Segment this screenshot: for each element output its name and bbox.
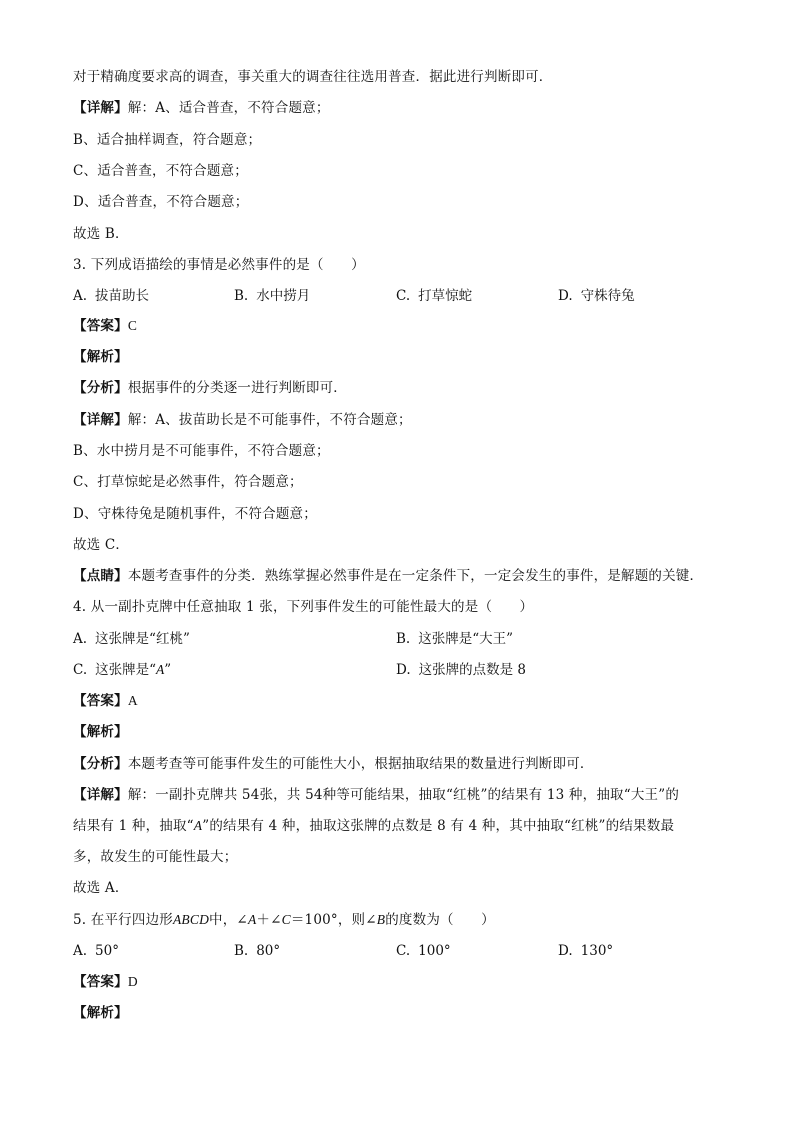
text: 中，∠ bbox=[209, 912, 248, 928]
q4-detail-line bbox=[73, 848, 237, 866]
option-text: 100° bbox=[418, 943, 451, 959]
answer-tag: 【答案】 bbox=[73, 318, 128, 334]
math-variable: B bbox=[376, 912, 386, 927]
option-label: C. bbox=[396, 943, 411, 959]
question-4-stem bbox=[73, 598, 533, 616]
option-label: C. bbox=[73, 662, 88, 678]
option-text: 这张牌的点数是 8 bbox=[418, 662, 527, 678]
option-text: 水中捞月 bbox=[256, 288, 311, 304]
fenxi-tag: 【分析】 bbox=[73, 380, 128, 396]
option-text: 这张牌是“红桃” bbox=[95, 631, 190, 647]
option-label: C. bbox=[396, 288, 411, 304]
q3-dianjing bbox=[73, 567, 703, 585]
q3-answer bbox=[73, 317, 137, 335]
option-text: 80° bbox=[256, 943, 281, 959]
analysis-tag: 【解析】 bbox=[73, 1005, 128, 1021]
text: 本题考查等可能事件发生的可能性大小，根据抽取结果的数量进行判断即可． bbox=[127, 756, 594, 772]
q5-analysis-heading bbox=[73, 1004, 128, 1022]
paragraph-line bbox=[73, 162, 248, 180]
q3-detail-line bbox=[73, 536, 129, 554]
option-label: D. bbox=[558, 288, 573, 304]
option-label: B. bbox=[234, 943, 249, 959]
text: C、打草惊蛇是必然事件，符合题意； bbox=[73, 474, 303, 490]
option-text: ” bbox=[164, 662, 172, 678]
q4-option-c bbox=[73, 661, 171, 679]
math-variable: A bbox=[193, 818, 203, 833]
option-label: A. bbox=[73, 943, 88, 959]
q5-option-a bbox=[73, 942, 119, 960]
q4-option-b bbox=[396, 630, 513, 648]
paragraph-line bbox=[73, 193, 248, 211]
text: B、适合抽样调查，符合题意； bbox=[73, 132, 262, 148]
text: 解：A、适合普查，不符合题意； bbox=[127, 100, 330, 116]
q4-option-a bbox=[73, 630, 190, 648]
q3-option-b bbox=[234, 287, 310, 305]
math-variable: A bbox=[156, 662, 165, 677]
paragraph-line bbox=[73, 131, 261, 149]
text: ＋∠ bbox=[256, 912, 282, 928]
fenxi-tag: 【分析】 bbox=[73, 756, 128, 772]
option-label: B. bbox=[396, 631, 411, 647]
q3-option-a bbox=[73, 287, 149, 305]
text: 故选 A． bbox=[73, 880, 129, 896]
dianjing-tag: 【点睛】 bbox=[73, 568, 128, 584]
q4-detail bbox=[73, 786, 679, 804]
text: 根据事件的分类逐一进行判断即可． bbox=[127, 380, 348, 396]
text: 的度数为（ ） bbox=[385, 912, 495, 928]
option-label: A. bbox=[73, 631, 88, 647]
q3-detail-line bbox=[73, 473, 303, 491]
paragraph-line bbox=[73, 68, 553, 86]
text: 解：A、拔苗助长是不可能事件，不符合题意； bbox=[127, 412, 412, 428]
detail-tag: 【详解】 bbox=[73, 412, 128, 428]
q3-detail-line bbox=[73, 442, 330, 460]
answer-value: A bbox=[127, 693, 138, 708]
paragraph-line bbox=[73, 225, 129, 243]
text: D、适合普查，不符合题意； bbox=[73, 194, 249, 210]
option-text: 50° bbox=[95, 943, 119, 959]
q4-option-d bbox=[396, 661, 526, 679]
question-3-stem bbox=[73, 256, 365, 274]
answer-tag: 【答案】 bbox=[73, 974, 128, 990]
text: ”的结果有 4 种，抽取这张牌的点数是 8 有 4 种，其中抽取“红桃”的结果数最 bbox=[202, 818, 675, 834]
text: B、水中捞月是不可能事件，不符合题意； bbox=[73, 443, 330, 459]
option-label: B. bbox=[234, 288, 249, 304]
text: 结果有 1 种，抽取“ bbox=[73, 818, 194, 834]
q3-option-c bbox=[396, 287, 472, 305]
q4-fenxi bbox=[73, 755, 594, 773]
text: 对于精确度要求高的调查，事关重大的调查往往选用普查．据此进行判断即可． bbox=[73, 69, 553, 85]
option-text: 守株待兔 bbox=[580, 288, 635, 304]
q4-analysis-heading bbox=[73, 723, 128, 741]
math-variable: C bbox=[281, 912, 291, 927]
q3-analysis-heading bbox=[73, 348, 128, 366]
q4-answer bbox=[73, 692, 138, 710]
text: 4. 从一副扑克牌中任意抽取 1 张，下列事件发生的可能性最大的是（ ） bbox=[73, 599, 534, 615]
text: C、适合普查，不符合题意； bbox=[73, 163, 248, 179]
analysis-tag: 【解析】 bbox=[73, 349, 128, 365]
q5-option-d bbox=[558, 942, 613, 960]
answer-value: C bbox=[127, 318, 138, 333]
detail-tag: 【详解】 bbox=[73, 787, 128, 803]
text: 故选 C． bbox=[73, 537, 130, 553]
option-text: 130° bbox=[580, 943, 614, 959]
question-5-stem bbox=[73, 911, 495, 929]
text: 3. 下列成语描绘的事情是必然事件的是（ ） bbox=[73, 257, 365, 273]
option-label: A. bbox=[73, 288, 88, 304]
option-text: 这张牌是“ bbox=[95, 662, 157, 678]
detail-line bbox=[73, 99, 330, 117]
math-variable: ABCD bbox=[172, 912, 210, 927]
answer-tag: 【答案】 bbox=[73, 693, 128, 709]
text: ＝100°，则∠ bbox=[290, 912, 377, 928]
q5-option-b bbox=[234, 942, 280, 960]
q4-detail-line bbox=[73, 879, 129, 897]
math-variable: A bbox=[247, 912, 257, 927]
option-text: 拔苗助长 bbox=[95, 288, 150, 304]
text: 多，故发生的可能性最大； bbox=[73, 849, 238, 865]
text: 解：一副扑克牌共 54张，共 54种等可能结果，抽取“红桃”的结果有 13 种，抽取“大王”的 bbox=[127, 787, 680, 803]
q5-answer bbox=[73, 973, 138, 991]
option-text: 打草惊蛇 bbox=[418, 288, 473, 304]
detail-tag: 【详解】 bbox=[73, 100, 128, 116]
q3-fenxi bbox=[73, 379, 347, 397]
option-text: 这张牌是“大王” bbox=[418, 631, 514, 647]
analysis-tag: 【解析】 bbox=[73, 724, 128, 740]
text: 5. 在平行四边形 bbox=[73, 912, 173, 928]
text: D、守株待兔是随机事件，不符合题意； bbox=[73, 506, 317, 522]
q4-detail-line bbox=[73, 817, 674, 835]
q3-detail bbox=[73, 411, 412, 429]
text: 故选 B． bbox=[73, 226, 129, 242]
option-label: D. bbox=[396, 662, 411, 678]
q3-detail-line bbox=[73, 505, 317, 523]
text: 本题考查事件的分类．熟练掌握必然事件是在一定条件下，一定会发生的事件，是解题的关键． bbox=[127, 568, 704, 584]
q5-option-c bbox=[396, 942, 451, 960]
q3-option-d bbox=[558, 287, 635, 305]
option-label: D. bbox=[558, 943, 573, 959]
answer-value: D bbox=[127, 974, 138, 989]
